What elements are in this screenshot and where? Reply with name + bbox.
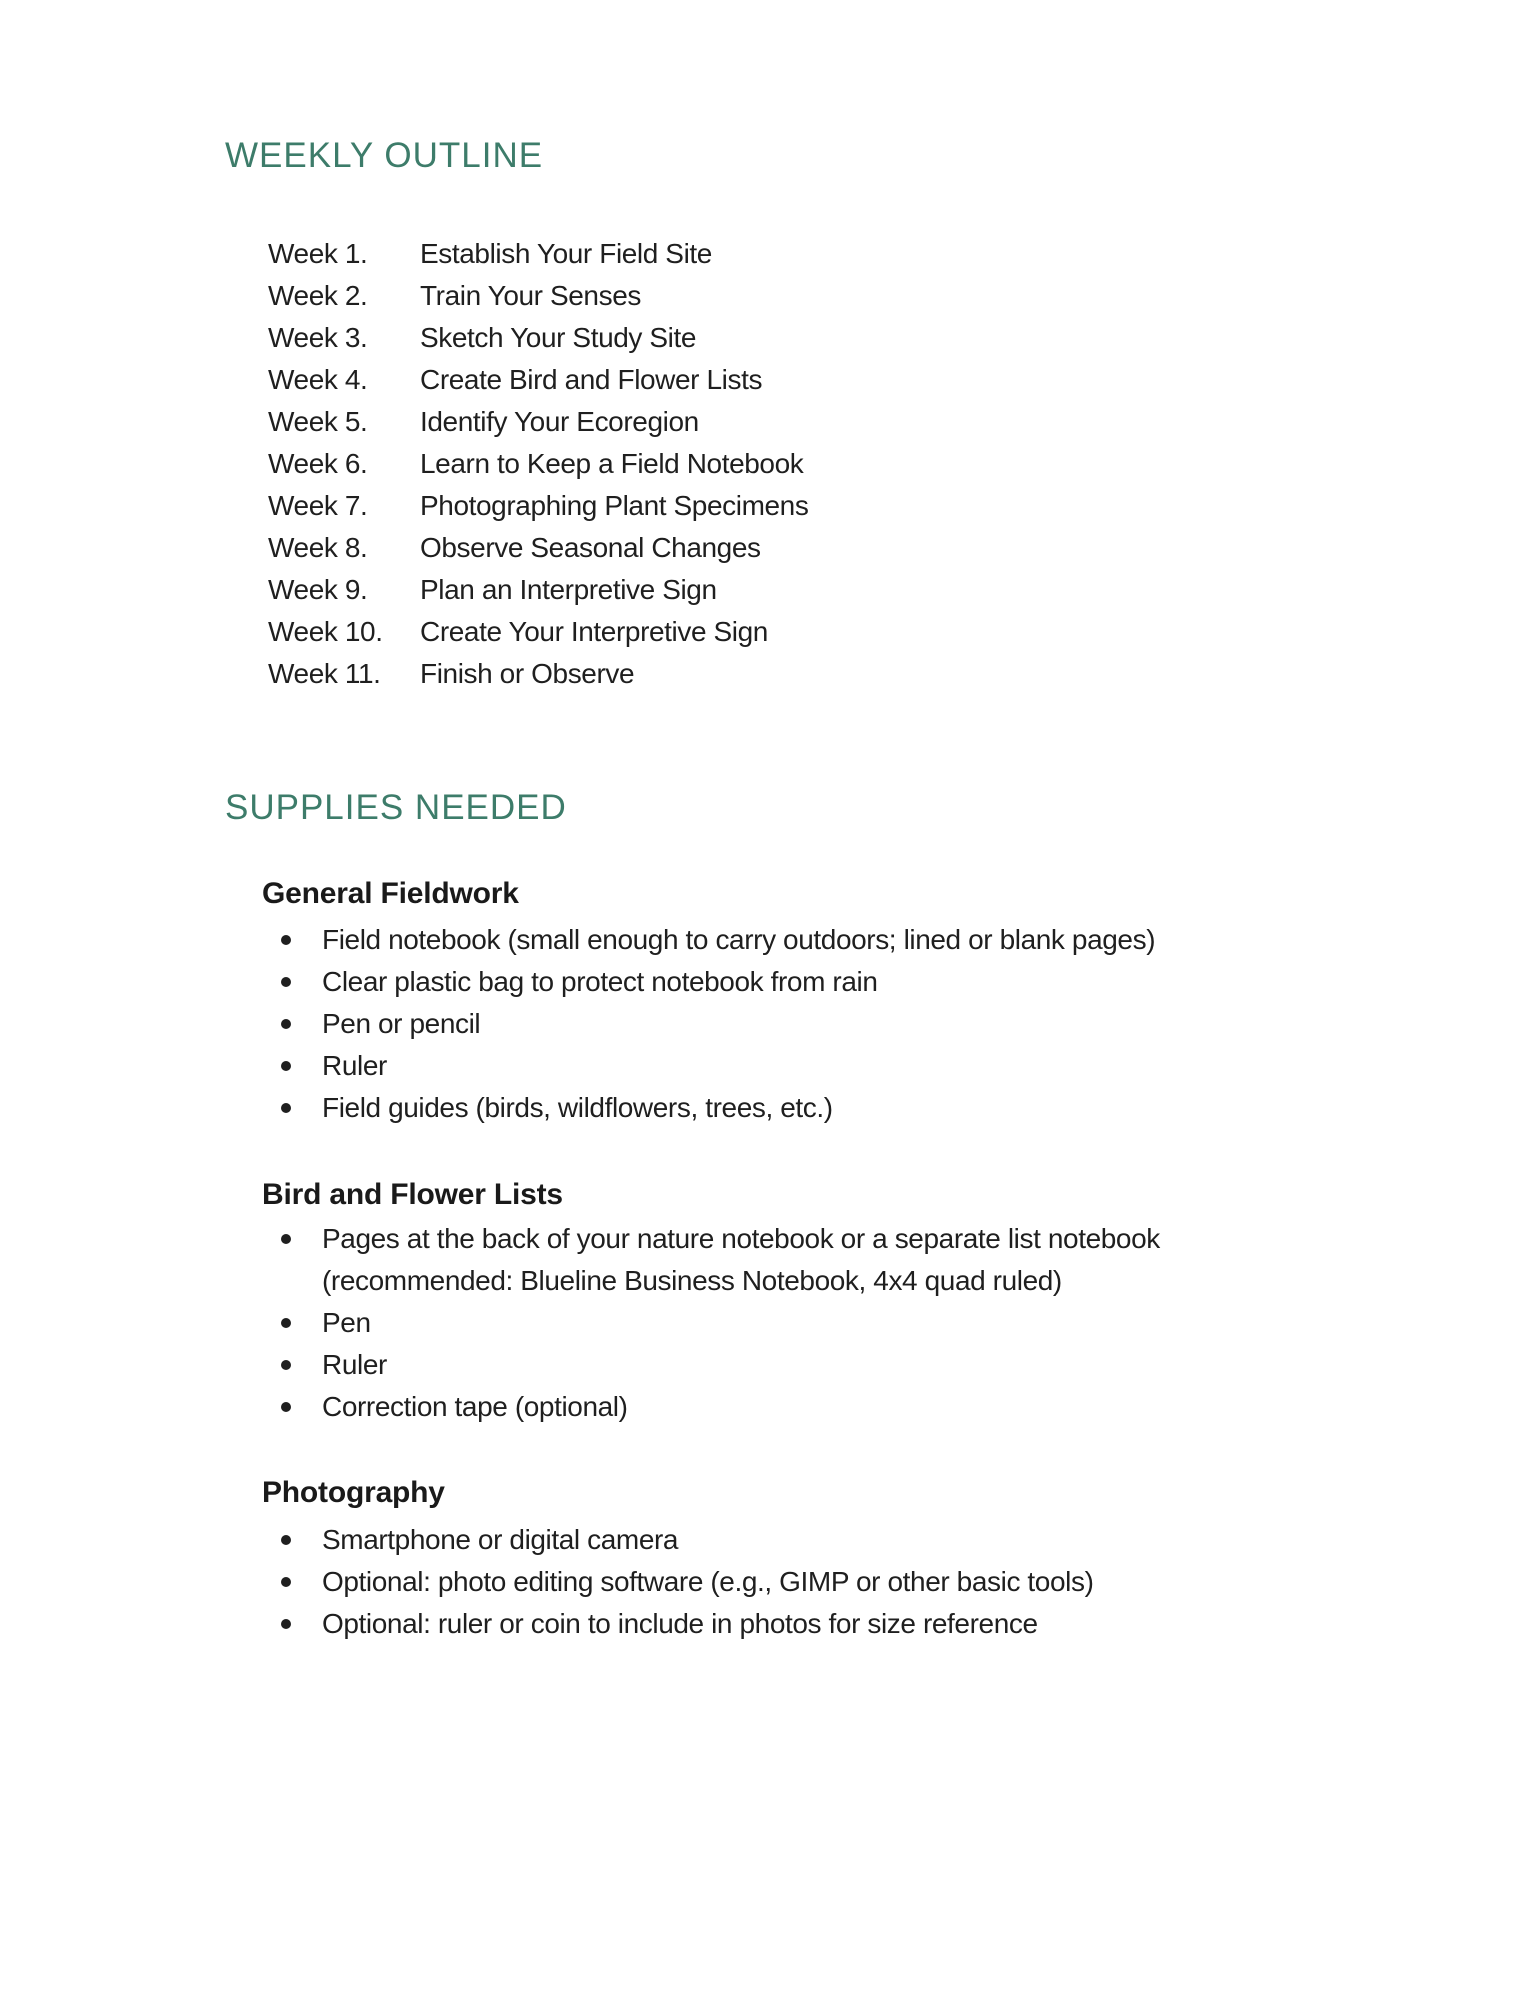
week-label: Week 7.	[268, 490, 368, 521]
bird-and-flower-lists-list	[281, 1218, 1322, 1428]
week-label: Week 4.	[268, 364, 368, 395]
week-label: Week 6.	[268, 448, 368, 479]
week-row	[268, 485, 808, 527]
week-row	[268, 233, 808, 275]
week-row	[268, 611, 808, 653]
group-heading-general-fieldwork: General Fieldwork	[262, 877, 519, 910]
week-topic: Train Your Senses	[420, 280, 641, 311]
week-label: Week 2.	[268, 280, 368, 311]
week-topic: Create Your Interpretive Sign	[420, 616, 768, 647]
list-item: Pen	[281, 1302, 1322, 1344]
list-item: Optional: photo editing software (e.g., GIMP or other basic tools)	[281, 1561, 1094, 1603]
week-label: Week 10.	[268, 616, 383, 647]
list-item: Ruler	[281, 1344, 1322, 1386]
week-topic: Plan an Interpretive Sign	[420, 574, 717, 605]
list-item: Ruler	[281, 1045, 1155, 1087]
group-heading-bird-and-flower-lists: Bird and Flower Lists	[262, 1178, 563, 1211]
week-row	[268, 401, 808, 443]
week-topic: Observe Seasonal Changes	[420, 532, 761, 563]
week-topic: Create Bird and Flower Lists	[420, 364, 763, 395]
week-row	[268, 275, 808, 317]
list-item: Correction tape (optional)	[281, 1386, 1322, 1428]
week-row	[268, 653, 808, 695]
general-fieldwork-list	[281, 919, 1155, 1129]
week-label: Week 1.	[268, 238, 368, 269]
list-item: Field guides (birds, wildflowers, trees, etc.)	[281, 1087, 1155, 1129]
week-topic: Photographing Plant Specimens	[420, 490, 809, 521]
supplies-needed-title: SUPPLIES NEEDED	[225, 788, 567, 827]
list-item: Pen or pencil	[281, 1003, 1155, 1045]
week-label: Week 5.	[268, 406, 368, 437]
weekly-outline-title: WEEKLY OUTLINE	[225, 136, 544, 175]
photography-list	[281, 1519, 1094, 1645]
week-topic: Learn to Keep a Field Notebook	[420, 448, 804, 479]
list-item: Clear plastic bag to protect notebook from rain	[281, 961, 1155, 1003]
week-topic: Sketch Your Study Site	[420, 322, 697, 353]
week-topic: Finish or Observe	[420, 658, 635, 689]
list-item: Pages at the back of your nature notebook or a separate list notebook (recommended: Blueline Business Notebook, 4x4 quad ruled)	[281, 1218, 1322, 1302]
list-item: Smartphone or digital camera	[281, 1519, 1094, 1561]
week-row	[268, 569, 808, 611]
week-row	[268, 527, 808, 569]
week-label: Week 9.	[268, 574, 368, 605]
week-row	[268, 317, 808, 359]
week-topic: Identify Your Ecoregion	[420, 406, 699, 437]
group-heading-photography: Photography	[262, 1476, 445, 1509]
week-row	[268, 359, 808, 401]
list-item: Field notebook (small enough to carry outdoors; lined or blank pages)	[281, 919, 1155, 961]
list-item: Optional: ruler or coin to include in photos for size reference	[281, 1603, 1094, 1645]
week-label: Week 8.	[268, 532, 368, 563]
week-label: Week 3.	[268, 322, 368, 353]
week-label: Week 11.	[268, 658, 381, 689]
weekly-outline-list	[268, 233, 808, 695]
week-topic: Establish Your Field Site	[420, 238, 712, 269]
week-row	[268, 443, 808, 485]
